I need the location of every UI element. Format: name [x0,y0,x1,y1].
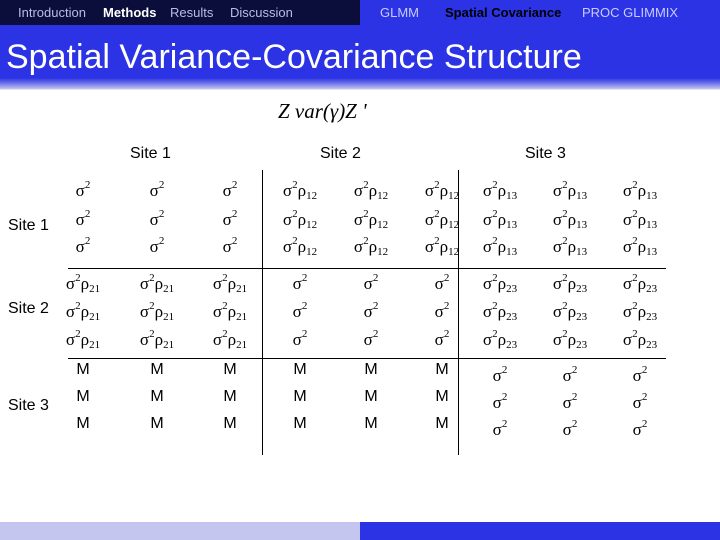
bottom-bar [0,522,720,540]
matrix-cell: $\sigma^2$ [363,328,379,349]
matrix-cell: $\sigma^2$ [492,391,508,412]
matrix-cell: $\sigma^2\rho_{13}$ [622,235,658,258]
matrix-cell: $\sigma^2$ [292,272,308,293]
nav-results[interactable]: Results [170,5,214,20]
matrix-cell: $\sigma^2\rho_{23}$ [622,300,658,323]
block-divider-horizontal-2 [68,358,666,359]
matrix-cell: $\sigma^2$ [149,235,165,256]
matrix-cell: $\sigma^2\rho_{23}$ [482,272,518,295]
matrix-cell: $\sigma^2$ [434,328,450,349]
section-nav [0,0,360,25]
matrix-cell: $\sigma^2\rho_{21}$ [65,328,101,351]
subsection-nav [360,0,720,25]
matrix-cell: $\sigma^2$ [222,235,238,256]
matrix-cell: $\sigma^2\rho_{21}$ [139,272,175,295]
matrix-cell: $\sigma^2\rho_{21}$ [65,300,101,323]
row-header-site-3: Site 3 [8,397,49,414]
matrix-cell: M [435,388,449,405]
matrix-cell: M [76,361,90,378]
matrix-cell: $\sigma^2\rho_{21}$ [212,328,248,351]
matrix-cell: $\sigma^2\rho_{21}$ [212,272,248,295]
matrix-cell: $\sigma^2\rho_{13}$ [552,208,588,231]
matrix-cell: M [150,361,164,378]
matrix-cell: $\sigma^2\rho_{13}$ [552,235,588,258]
matrix-cell: $\sigma^2$ [562,364,578,385]
matrix-cell: M [293,361,307,378]
matrix-cell: $\sigma^2$ [492,418,508,439]
matrix-cell: M [223,388,237,405]
matrix-cell: $\sigma^2$ [363,300,379,321]
matrix-cell: M [364,415,378,432]
matrix-cell: $\sigma^2$ [632,364,648,385]
matrix-cell: $\sigma^2$ [492,364,508,385]
matrix-cell: $\sigma^2$ [434,272,450,293]
matrix-cell: $\sigma^2\rho_{21}$ [212,300,248,323]
matrix-cell: $\sigma^2\rho_{23}$ [482,328,518,351]
matrix-cell: $\sigma^2\rho_{12}$ [353,208,389,231]
matrix-cell: $\sigma^2\rho_{12}$ [424,208,460,231]
row-header-site-2: Site 2 [8,300,49,317]
matrix-cell: M [293,415,307,432]
matrix-cell: $\sigma^2$ [562,391,578,412]
matrix-cell: $\sigma^2\rho_{12}$ [424,179,460,202]
matrix-cell: $\sigma^2$ [149,208,165,229]
matrix-cell: $\sigma^2\rho_{23}$ [552,328,588,351]
row-header-site-1: Site 1 [8,217,49,234]
nav-introduction[interactable]: Introduction [18,5,86,20]
matrix-cell: $\sigma^2$ [222,179,238,200]
matrix-cell: $\sigma^2$ [222,208,238,229]
matrix-cell: $\sigma^2\rho_{13}$ [622,208,658,231]
page-title: Spatial Variance-Covariance Structure [6,38,582,76]
nav-methods[interactable]: Methods [103,5,157,20]
matrix-cell: $\sigma^2\rho_{13}$ [482,179,518,202]
matrix-cell: $\sigma^2$ [562,418,578,439]
matrix-cell: M [435,361,449,378]
matrix-cell: M [293,388,307,405]
top-navigation-bar [0,0,720,25]
matrix-cell: $\sigma^2$ [75,235,91,256]
bottom-bar-right [360,522,720,540]
formula: Z var(γ)Z ' [278,99,367,123]
matrix-cell: $\sigma^2\rho_{12}$ [282,208,318,231]
matrix-cell: $\sigma^2\rho_{23}$ [622,328,658,351]
nav-spatial-covariance[interactable]: Spatial Covariance [445,5,562,20]
matrix-cell: $\sigma^2\rho_{13}$ [482,235,518,258]
matrix-cell: $\sigma^2\rho_{13}$ [482,208,518,231]
matrix-cell: $\sigma^2$ [363,272,379,293]
nav-proc-glimmix[interactable]: PROC GLIMMIX [582,5,679,20]
nav-glmm[interactable]: GLMM [380,5,419,20]
matrix-cell: $\sigma^2$ [75,179,91,200]
matrix-cell: $\sigma^2\rho_{12}$ [282,235,318,258]
matrix-cell: M [364,361,378,378]
column-header-site-3: Site 3 [525,145,566,162]
matrix-cell: $\sigma^2\rho_{13}$ [552,179,588,202]
matrix-cell: $\sigma^2\rho_{23}$ [622,272,658,295]
matrix-cell: $\sigma^2$ [292,328,308,349]
matrix-cell: $\sigma^2\rho_{23}$ [482,300,518,323]
matrix-cell: M [223,361,237,378]
column-header-site-2: Site 2 [320,145,361,162]
matrix-cell: $\sigma^2\rho_{23}$ [552,272,588,295]
matrix-cell: M [76,415,90,432]
matrix-cell: M [76,388,90,405]
matrix-cell: M [150,388,164,405]
matrix-cell: $\sigma^2$ [632,418,648,439]
matrix-cell: $\sigma^2\rho_{12}$ [282,179,318,202]
matrix-cell: M [435,415,449,432]
matrix-cell: $\sigma^2\rho_{21}$ [139,328,175,351]
matrix-cell: $\sigma^2$ [434,300,450,321]
column-header-site-1: Site 1 [130,145,171,162]
matrix-cell: $\sigma^2\rho_{12}$ [353,179,389,202]
matrix-cell: $\sigma^2\rho_{21}$ [139,300,175,323]
matrix-cell: $\sigma^2\rho_{23}$ [552,300,588,323]
matrix-cell: $\sigma^2$ [149,179,165,200]
matrix-cell: $\sigma^2\rho_{12}$ [424,235,460,258]
bottom-bar-left [0,522,360,540]
matrix-cell: M [150,415,164,432]
matrix-cell: $\sigma^2\rho_{13}$ [622,179,658,202]
matrix-cell: $\sigma^2\rho_{21}$ [65,272,101,295]
matrix-cell: $\sigma^2$ [632,391,648,412]
matrix-cell: M [223,415,237,432]
matrix-cell: M [364,388,378,405]
matrix-cell: $\sigma^2$ [75,208,91,229]
matrix-cell: $\sigma^2\rho_{12}$ [353,235,389,258]
matrix-cell: $\sigma^2$ [292,300,308,321]
nav-discussion[interactable]: Discussion [230,5,293,20]
